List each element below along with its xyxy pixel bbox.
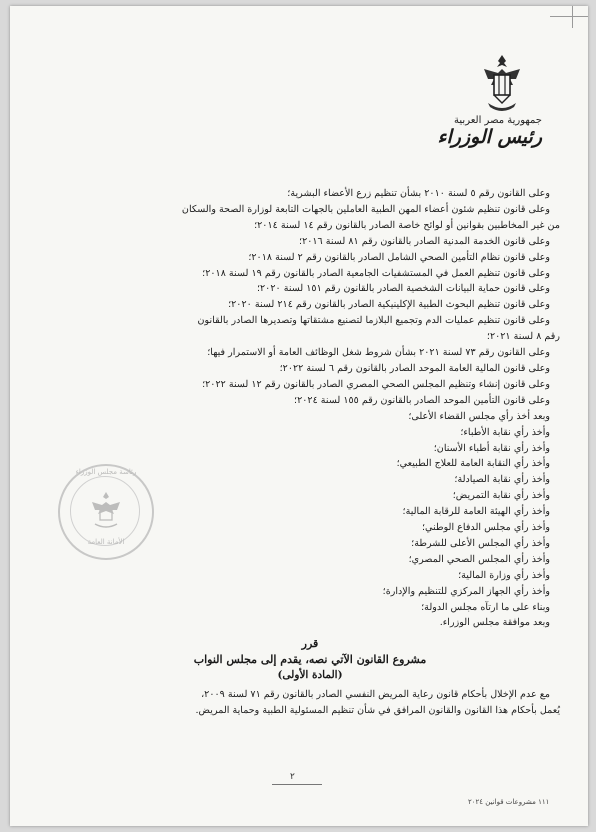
- body-line: وعلى قانون المالية العامة الموحد الصادر بالقانون رقم ٦ لسنة ٢٠٢٢؛: [279, 362, 550, 374]
- body-line: وعلى قانون تنظيم شئون أعضاء المهن الطبية العاملين بالجهات التابعة لوزارة الصحة والسكان: [181, 203, 550, 215]
- body-line: وعلى القانون رقم ٥ لسنة ٢٠١٠ بشأن تنظيم زرع الأعضاء البشرية؛: [287, 188, 550, 199]
- letterhead: [437, 51, 542, 171]
- stamp-bottom-text: الأمانة العامة: [87, 538, 125, 546]
- document-page: [10, 6, 588, 826]
- body-line: وعلى قانون تنظيم العمل في المستشفيات الجامعية الصادر بالقانون رقم ١٩ لسنة ٢٠١٨؛: [202, 267, 550, 279]
- article-line: يُعمل بأحكام هذا القانون والقانون المرافق في شأن تنظيم المسئولية الطبية وحماية المريض.: [195, 705, 560, 716]
- body-line: وأخذ رأي وزارة المالية؛: [458, 569, 550, 581]
- body-line: وأخذ رأي نقابة الأطباء؛: [460, 426, 550, 438]
- body-line: وأخذ رأي الهيئة العامة للرقابة المالية؛: [402, 506, 550, 518]
- page-corner-line: [572, 6, 573, 28]
- body-line: وعلى قانون تنظيم عمليات الدم وتجميع البلازما لتصنيع مشتقاتها وتصديرها الصادر بالقانون: [197, 315, 550, 327]
- body-line: من غير المخاطبين بقوانين أو لوائح خاصة الصادر بالقانون رقم ١٤ لسنة ٢٠١٤؛: [254, 219, 560, 231]
- body-line: وعلى القانون رقم ٧٣ لسنة ٢٠٢١ بشأن شروط شغل الوظائف العامة أو الاستمرار فيها؛: [207, 347, 550, 359]
- body-line: وأخذ رأي المجلس الصحي المصري؛: [408, 553, 550, 565]
- body-line: وعلى قانون تنظيم البحوث الطبية الإكلينيكية الصادر بالقانون رقم ٢١٤ لسنة ٢٠٢٠؛: [228, 299, 550, 311]
- body-line: رقم ٨ لسنة ٢٠٢١؛: [486, 331, 560, 343]
- body-line: وعلى قانون نظام التأمين الصحي الشامل الصادر بالقانون رقم ٢ لسنة ٢٠١٨؛: [248, 251, 550, 263]
- body-line: وعلى قانون إنشاء وتنظيم المجلس الصحي المصري الصادر بالقانون رقم ١٢ لسنة ٢٠٢٢؛: [202, 378, 550, 390]
- body-line: وأخذ رأي نقابة الصيادلة؛: [454, 474, 550, 486]
- body-line: وبناء على ما ارتآه مجلس الدولة؛: [421, 601, 550, 613]
- document-body: [60, 186, 560, 719]
- page-number-underline: [272, 784, 322, 785]
- body-line: وأخذ رأي المجلس الأعلى للشرطة؛: [411, 537, 550, 549]
- decree-heading: قرر: [301, 637, 319, 651]
- government-label: جمهورية مصر العربية: [454, 115, 542, 126]
- body-line: وأخذ رأي النقابة العامة للعلاج الطبيعي؛: [396, 458, 550, 470]
- page-corner-line: [550, 16, 588, 17]
- body-line: وأخذ رأي الجهاز المركزي للتنظيم والإدارة؛: [382, 585, 550, 597]
- stamp-top-text: رئاسة مجلس الوزراء: [75, 468, 137, 476]
- prime-minister-label: رئيس الوزراء: [437, 126, 542, 148]
- body-line: وبعد موافقة مجلس الوزراء.: [439, 617, 550, 629]
- body-line: وعلى قانون الخدمة المدنية الصادر بالقانون رقم ٨١ لسنة ٢٠١٦؛: [299, 235, 550, 247]
- body-line: وأخذ رأي نقابة التمريض؛: [452, 490, 550, 502]
- body-line: وأخذ رأي نقابة أطباء الأسنان؛: [433, 442, 550, 454]
- body-line: وبعد أخذ رأي مجلس القضاء الأعلى؛: [408, 410, 550, 422]
- body-line: وعلى قانون حماية البيانات الشخصية الصادر بالقانون رقم ١٥١ لسنة ٢٠٢٠؛: [256, 283, 550, 295]
- page-number: ٢: [290, 772, 295, 782]
- body-line: وأخذ رأي مجلس الدفاع الوطني؛: [422, 522, 550, 534]
- body-line: وعلى قانون التأمين الموحد الصادر بالقانون رقم ١٥٥ لسنة ٢٠٢٤؛: [294, 394, 550, 406]
- footer-reference: ١١١ مشروعات قوانين ٢٠٢٤: [468, 798, 550, 806]
- bill-title: مشروع القانون الآتي نصه، يقدم إلى مجلس النواب: [193, 653, 427, 667]
- eagle-emblem-icon: [480, 51, 524, 113]
- article-line: مع عدم الإخلال بأحكام قانون رعاية المريض النفسي الصادر بالقانون رقم ٧١ لسنة ٢٠٠٩،: [201, 689, 550, 701]
- article-title: (المادة الأولى): [277, 669, 343, 682]
